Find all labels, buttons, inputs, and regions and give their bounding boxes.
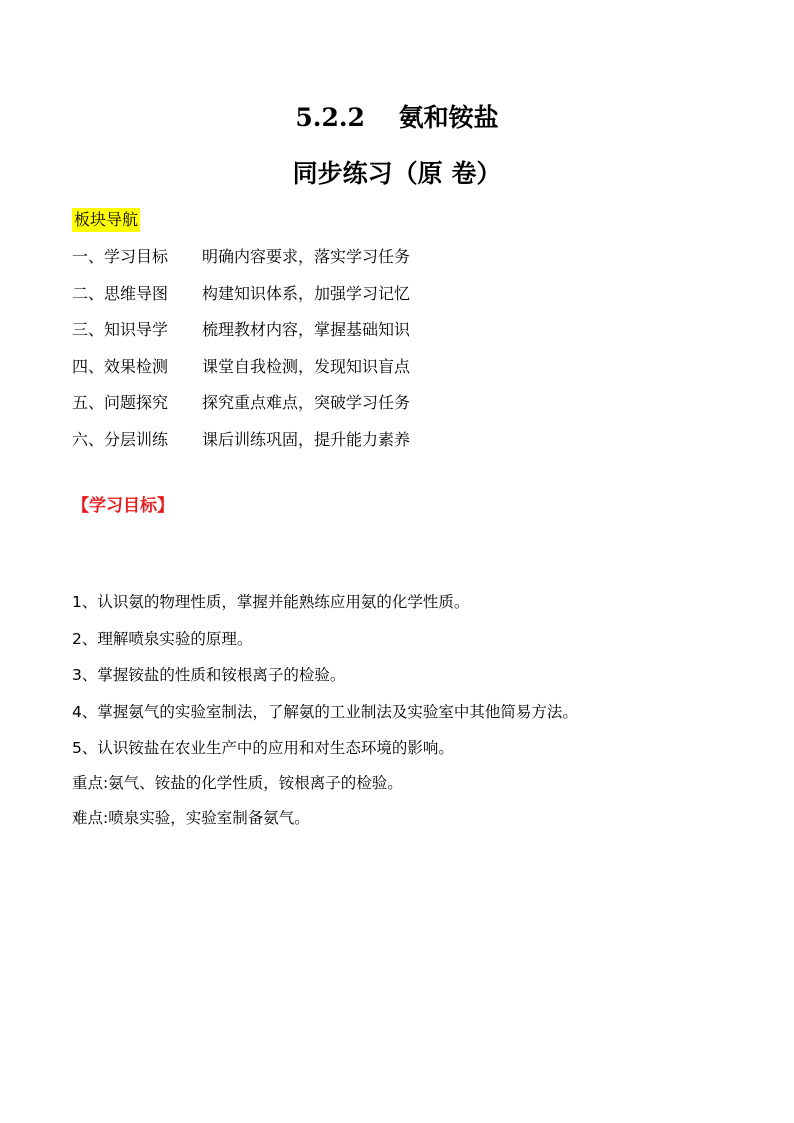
nav-item-label: 三、知识导学 <box>72 320 169 340</box>
nav-item-desc: 明确内容要求，落实学习任务 <box>202 247 411 266</box>
nav-item <box>72 318 410 355</box>
goal-item: 5、认识铵盐在农业生产中的应用和对生态环境的影响。 <box>72 739 454 758</box>
nav-item-desc: 梳理教材内容，掌握基础知识 <box>202 320 411 340</box>
nav-item-label: 一、学习目标 <box>72 247 169 266</box>
nav-item-label: 六、分层训练 <box>72 429 169 449</box>
goal-item: 4、掌握氨气的实验室制法，了解氨的工业制法及实验室中其他简易方法。 <box>72 702 578 721</box>
nav-item <box>72 282 410 319</box>
goal-item: 3、掌握铵盐的性质和铵根离子的检验。 <box>72 666 346 685</box>
section-title-goals: 【学习目标】 <box>72 496 174 516</box>
nav-item-desc: 构建知识体系，加强学习记忆 <box>202 283 411 303</box>
nav-item <box>72 245 410 282</box>
nav-item-label: 二、思维导图 <box>72 283 169 303</box>
key-point: 重点:氨气、铵盐的化学性质，铵根离子的检验。 <box>72 774 403 792</box>
nav-list <box>72 245 410 465</box>
nav-item-label: 五、问题探究 <box>72 393 169 413</box>
goal-item: 2、理解喷泉实验的原理。 <box>72 629 253 648</box>
nav-item-label: 四、效果检测 <box>72 356 169 376</box>
difficulty-point: 难点:喷泉实验，实验室制备氨气。 <box>72 809 310 827</box>
document-subtitle: 同步练习（原 卷） <box>292 159 502 188</box>
goal-item: 1、认识氨的物理性质，掌握并能熟练应用氨的化学性质。 <box>72 593 470 611</box>
goals-list <box>72 590 578 773</box>
nav-item-desc: 探究重点难点，突破学习任务 <box>202 393 411 413</box>
nav-item <box>72 428 410 465</box>
document-title: 5.2.2 氨和铵盐 <box>295 103 499 132</box>
nav-heading: 板块导航 <box>72 208 140 232</box>
nav-item <box>72 391 410 428</box>
nav-item-desc: 课后训练巩固，提升能力素养 <box>202 429 411 449</box>
nav-item-desc: 课堂自我检测，发现知识盲点 <box>202 356 411 376</box>
nav-item <box>72 355 410 392</box>
